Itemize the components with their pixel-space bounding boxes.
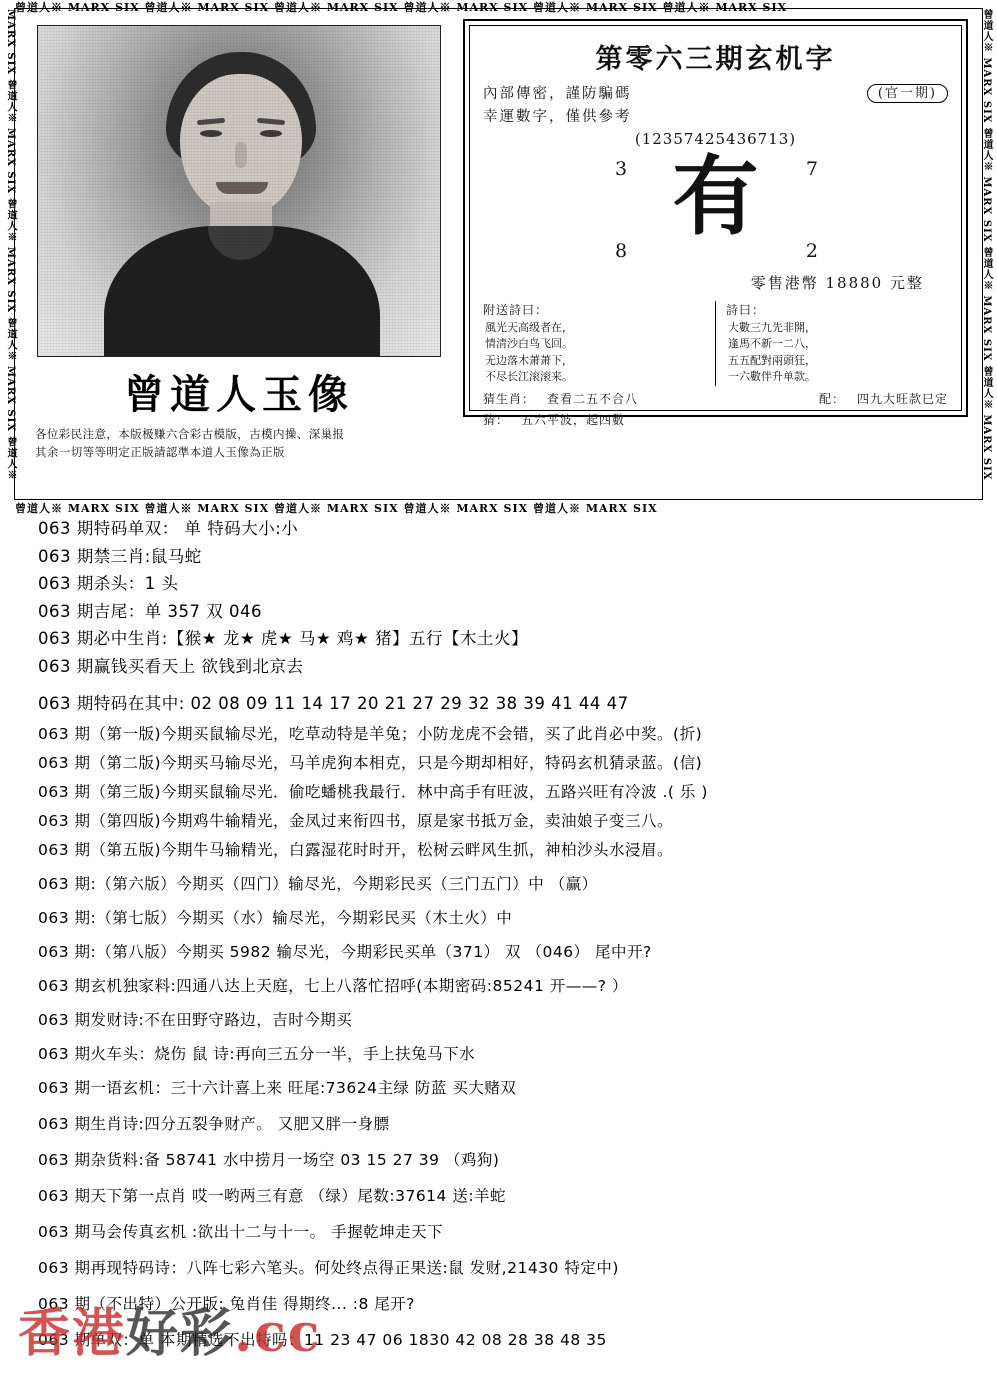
forecast-line: 063 期杂货料:备 58741 水中捞月一场空 03 15 27 39 （鸡狗)	[38, 1151, 500, 1170]
card-subtitle-1: 內部傳密，謹防騙碼	[483, 86, 632, 102]
card-big-character: 有	[672, 146, 759, 247]
forecast-group-editions-2	[38, 872, 959, 1066]
portrait-panel	[29, 19, 449, 489]
card-poem-left-line-2: 情清沙白鸟飞回。	[485, 337, 573, 350]
watermark-part-2: 好彩	[126, 1303, 235, 1364]
forecast-line: 063 期一语玄机：三十六计喜上来 旺尾:73624主绿 防蓝 买大赌双	[38, 1079, 517, 1098]
portrait-mouth	[216, 182, 268, 194]
forecast-line: 063 期（第三版)今期买鼠输尽光．偷吃蟠桃我最行．林中高手有旺波，五路兴旺有冷波 .( 乐 )	[38, 782, 708, 801]
card-guess-row-1	[483, 390, 948, 407]
card-guess3-label: 猜：	[483, 412, 510, 427]
poster-block	[5, 1, 992, 515]
marquee-left: MARX SIX 曾道人※ MARX SIX 曾道人※ MARX SIX 曾道人※ MARX SIX 曾道人※	[5, 9, 16, 481]
corner-number-top-left: 3	[615, 158, 628, 180]
forecast-group-basic	[38, 516, 959, 679]
card-poem-divider	[715, 301, 716, 386]
card-glyph-area	[483, 146, 948, 270]
card-poem-left-line-4: 不尽长江滚滚来。	[485, 370, 573, 383]
forecast-line: 063 期吉尾：单 357 双 046	[38, 601, 262, 621]
card-guess-label: 猜生肖：	[483, 391, 536, 406]
card-guess-value: 查看二五不合八	[547, 391, 639, 406]
card-subtitle-group	[483, 80, 632, 128]
forecast-line: 063 期马会传真玄机 :欲出十二与十一。 手握乾坤走天下	[38, 1223, 444, 1242]
card-price: 零售港幣 18880 元整	[750, 274, 924, 292]
card-title: 第零六三期玄机字	[595, 44, 836, 75]
forecast-group-extras	[38, 1076, 959, 1352]
forecast-line: 063 期生肖诗:四分五裂争财产。 又肥又胖一身膘	[38, 1115, 390, 1134]
oracle-card-panel	[463, 19, 968, 489]
forecast-line: 063 期（第二版)今期买马输尽光，马羊虎狗本相克，只是今期却相好，特码玄机猜录蓝。(信)	[38, 753, 703, 772]
forecast-line: 063 期特码在其中: 02 08 09 11 14 17 20 21 27 29 32 38 39 41 44 47	[38, 694, 629, 714]
card-poem-right-line-3: 五五配對兩頭狂，	[728, 353, 816, 367]
card-poem-left	[483, 301, 705, 386]
marquee-bottom: 曾道人※ MARX SIX 曾道人※ MARX SIX 曾道人※ MARX SIX 曾道人※ MARX SIX 曾道人※ MARX SIX	[15, 502, 658, 515]
watermark-part-3: .cc	[234, 1303, 322, 1364]
card-guess3-value: 五六平波，起四數	[521, 412, 626, 427]
card-poem-left-line-1: 風光天高级者在，	[485, 320, 573, 334]
forecast-line: 063 期赢钱买看天上 欲钱到北京去	[38, 656, 304, 676]
forecast-group-editions	[38, 691, 959, 862]
card-poem-right	[726, 301, 948, 386]
forecast-line: 063 期:（第八版）今期买 5982 输尽光，今期彩民买单（371） 双 （046） 尾中开?	[38, 943, 652, 962]
portrait-eye-right	[260, 130, 282, 137]
marquee-top: 曾道人※ MARX SIX 曾道人※ MARX SIX 曾道人※ MARX SIX 曾道人※ MARX SIX 曾道人※ MARX SIX 曾道人※ MARX SIX	[15, 1, 788, 14]
portrait-photo	[37, 25, 441, 357]
card-poem-right-line-1: 大數三九先非開，	[728, 320, 816, 334]
forecast-line: 063 期杀头：1 头	[38, 574, 179, 594]
card-guess2-value: 四九大旺款巳定	[856, 391, 948, 406]
card-poem-right-line-2: 逢馬不新一二八，	[728, 337, 816, 350]
card-lucky-numbers: (12357425436713)	[634, 130, 797, 148]
forecast-line: 063 期玄机独家料:四通八达上天庭，七上八落忙招呼(本期密码:85241 开——? ）	[38, 977, 628, 996]
card-guess2-label: 配：	[818, 391, 845, 406]
oracle-card	[463, 19, 968, 427]
forecast-line: 063 期禁三肖:鼠马蛇	[38, 546, 202, 566]
card-guess-row-2	[483, 411, 948, 428]
forecast-line: 063 期火车头：烧伤 鼠 诗:再向三五分一半，手上扶兔马下水	[38, 1045, 476, 1064]
card-poem-left-line-3: 无边落木萧萧下，	[485, 353, 573, 367]
portrait-note-line-2: 其余一切等等明定正版請認準本道人玉像為正版	[35, 444, 285, 459]
card-edition: (官一期)	[867, 84, 948, 103]
card-poem-right-line-4: 一六數伴升单款。	[728, 370, 816, 383]
card-subtitle-2: 幸運數字，僅供參考	[483, 109, 632, 125]
card-edition-wrap	[867, 80, 948, 101]
portrait-eye-left	[200, 130, 222, 137]
forecast-line: 063 期:（第七版）今期买（水）输尽光，今期彩民买（木土火）中	[38, 909, 513, 928]
watermark-part-1: 香港	[18, 1303, 127, 1364]
forecast-line: 063 期特码单双： 单 特码大小:小	[38, 519, 299, 538]
forecast-line: 063 期单双：单 本期精选不出特吗：11 23 47 06 1830 42 08 28 38 48 35	[38, 1331, 607, 1350]
corner-number-top-right: 7	[805, 158, 818, 180]
forecast-line: 063 期天下第一点肖 哎一哟两三有意 （绿）尾数:37614 送:羊蛇	[38, 1187, 507, 1206]
portrait-note-line-1: 各位彩民注意，本版极赚六合彩古模版，古模内操、深巢报	[35, 427, 345, 441]
portrait-nose	[235, 142, 247, 168]
forecast-line: 063 期（第四版)今期鸡牛输精光，金凤过来衔四书，原是家书抵万金，卖油娘子变三八。	[38, 811, 674, 830]
card-poem-right-label: 詩曰：	[726, 303, 766, 317]
portrait-note	[35, 426, 443, 462]
forecast-line: 063 期（第五版)今期牛马输精光，白露湿花时时开，松树云畔风生抓，神柏沙头水浸眉。	[38, 841, 674, 859]
forecast-line: 063 期再现特码诗：八阵七彩六笔头。何处终点得正果送:鼠 发财,21430 特定中)	[38, 1259, 619, 1278]
portrait-title: 曾道人玉像	[124, 371, 354, 418]
card-poem-left-label: 附送詩曰：	[483, 303, 549, 317]
marquee-right: 曾道人※ MARX SIX 曾道人※ MARX SIX 曾道人※ MARX SIX 曾道人※ MARX SIX	[981, 9, 992, 481]
card-poem-row	[483, 301, 948, 386]
forecast-line: 063 期（不出特）公开版: 兔肖佳 得期终... :8 尾开?	[38, 1295, 416, 1314]
forecast-line: 063 期必中生肖:【猴★ 龙★ 虎★ 马★ 鸡★ 猪】五行【木土火】	[38, 629, 528, 649]
forecast-content	[38, 516, 959, 1352]
corner-number-bottom-right: 2	[805, 240, 818, 262]
forecast-line: 063 期（第一版)今期买鼠输尽光，吃草动特是羊兔；小防龙虎不会错，买了此肖必中奖。(折)	[38, 724, 703, 743]
forecast-line: 063 期发财诗:不在田野守路边，吉时今期买	[38, 1011, 353, 1030]
forecast-line: 063 期:（第六版）今期买（四门）输尽光，今期彩民买（三门五门）中 （赢）	[38, 875, 598, 894]
corner-number-bottom-left: 8	[615, 240, 628, 262]
